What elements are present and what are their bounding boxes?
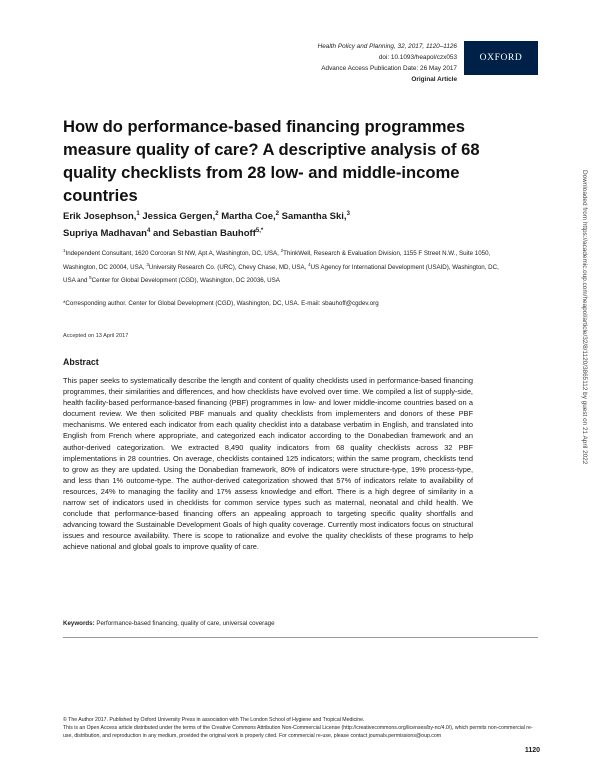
affiliations: $^1$Independent Consultant, 1620 Corcoran St NW, Apt A, Washington, DC, USA, $^2$ThinkWell, Research & Evaluation Division, 1155 F Street N.W., Suite 1050, Washington, DC 20004, USA, $^3$University Research Co. (URC), Chevy Chase, MD, USA, $^4$US Agency for International Development (USAID), Washington, DC, USA and $^5$Center for Global Development (CGD), Washington, DC 20036, USA	[63, 248, 499, 285]
page-number: 1120	[524, 747, 540, 754]
abstract-body: This paper seeks to systematically describe the length and content of quality checklists used in performance-based financing programmes, their similarities and differences, and how checklists have evolved over time. We compiled a list of supply-side, health facility-based performance-based financing (PBF) programmes in low- and lower middle-income countries based on a document review. We then solicited PBF manuals and quality checklists from implementers and donors of these PBF mechanisms. We entered each indicator from each quality checklist into a database verbatim in English, and translated into English from French where appropriate, and categorized each indicator according to the Donabedian framework and an author-derived categorization. We extracted 8,490 quality indicators from 68 quality checklists across 32 PBF implementations in 28 countries. On average, checklists contained 125 indicators; within the same program, checklists tend to grow as they are updated. Using the Donabedian framework, 80% of indicators were structure-type, 19% process-type, and less than 1% outcome-type. The author-derived categorization showed that 57% of indicators relate to availability of resources, 24% to managing the facility and 17% assess knowledge and effort. There is a high degree of similarity in a narrow set of indicators used in checklists for common service types such as maternal, neonatal and child health. We conclude that performance-based financing offers an appealing approach to targeting specific quality shortfalls and advancing toward the Sustainable Development Goals of high quality coverage. Currently most indicators focus on structural issues and resource availability. There is scope to rationalize and evolve the quality checklists of these programs to help achieve national and global goals to improve quality of care.	[63, 376, 473, 552]
advance-access-date: Advance Access Publication Date: 26 May 2017	[321, 65, 457, 72]
copyright: © The Author 2017. Published by Oxford University Press in association with The London School of Hygiene and Tropical Medicine.	[63, 717, 365, 723]
author[interactable]: Jessica Gergen,$^2$	[142, 211, 219, 223]
author-list	[63, 207, 483, 241]
author[interactable]: Martha Coe,$^2$	[221, 211, 279, 223]
doi[interactable]: doi: 10.1093/heapol/czx053	[378, 54, 457, 61]
oxford-logo[interactable]	[464, 41, 538, 75]
keywords	[63, 620, 503, 627]
abstract-heading: Abstract	[63, 357, 99, 367]
footer-divider	[63, 637, 538, 638]
author[interactable]: and Sebastian Bauhoff$^{5,*}$	[152, 228, 264, 240]
download-watermark: Downloaded from https://academic.oup.com/heapol/article/32/8/1120/3865112 by guest on 21 April 2022	[581, 170, 588, 465]
author[interactable]: Supriya Madhavan$^4$	[63, 228, 151, 240]
article-type: Original Article	[411, 76, 457, 83]
footer	[63, 716, 533, 741]
journal-meta	[318, 41, 457, 85]
oxford-logo-text: OXFORD	[479, 53, 523, 63]
license: This is an Open Access article distributed under the terms of the Creative Commons Attribution Non-Commercial License (http://creativecommons.org/licenses/by-nc/4.0/), which permits non-commercial re-use, distribution, and reproduction in any medium, provided the original work is properly cited. For commercial re-use, please contact journals.permissions@oup.com	[63, 725, 533, 740]
corresponding-author: *Corresponding author. Center for Global Development (CGD), Washington, DC, USA. E-mail: sbauhoff@cgdev.org	[63, 300, 379, 307]
journal-citation: Health Policy and Planning, 32, 2017, 1120–1126	[317, 43, 457, 50]
accepted-date: Accepted on 13 April 2017	[63, 333, 129, 339]
author[interactable]: Samantha Ski,$^3$	[281, 211, 350, 223]
article-title: How do performance-based financing programmes measure quality of care? A descriptive analysis of 68 quality checklists from 28 low- and middle-income countries	[63, 117, 480, 205]
keywords-label: Keywords:	[63, 620, 95, 627]
author[interactable]: Erik Josephson,$^1$	[63, 211, 140, 223]
keywords-text: Performance-based financing, quality of care, universal coverage	[94, 620, 275, 627]
